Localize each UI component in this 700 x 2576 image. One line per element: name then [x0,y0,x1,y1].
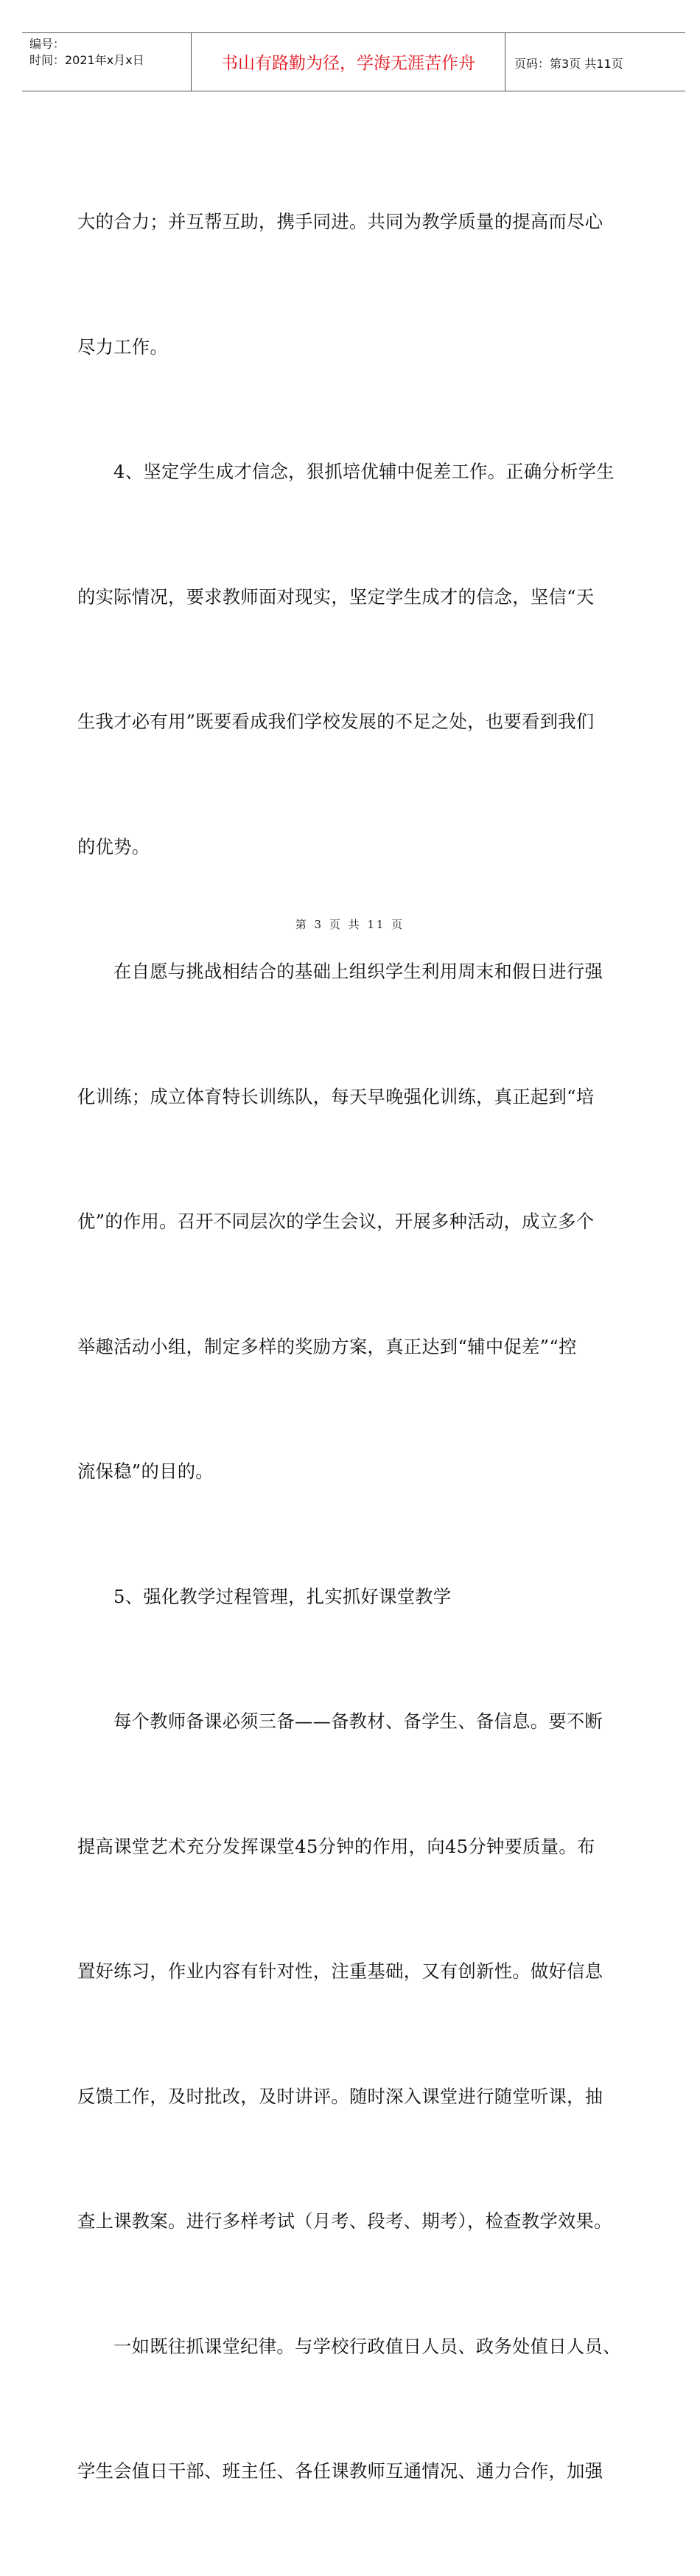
text-line: 的优势。 [77,835,150,857]
text-line: 尽力工作。 [77,335,168,358]
page-footer: 第 3 页 共 11 页 [295,918,405,931]
header-page-info: 页码：第3页 共11页 [514,57,623,71]
text-line: 生我才必有用”既要看成我们学校发展的不足之处，也要看到我们 [77,711,595,732]
document-body [77,118,637,2576]
text-line: 举趣活动小组，制定多样的奖励方案，真正达到“辅中促差”“控 [77,1335,577,1357]
number-label: 编号： [29,37,66,51]
text-line: 反馈工作，及时批改，及时讲评。随时深入课堂进行随堂听课，抽 [77,2085,603,2107]
document-header [22,32,685,91]
header-motto: 书山有路勤为径，学海无涯苦作舟 [221,54,475,73]
text-line: 4、坚定学生成才信念，狠抓培优辅中促差工作。正确分析学生 [113,461,615,482]
text-line: 优”的作用。召开不同层次的学生会议，开展多种活动，成立多个 [77,1211,595,1232]
text-line: 学生会值日干部、班主任、各任课教师互通情况、通力合作，加强 [77,2460,603,2482]
text-line: 提高课堂艺术充分发挥课堂45分钟的作用，向45分钟要质量。布 [77,1835,595,1857]
text-line: 置好练习，作业内容有针对性，注重基础，又有创新性。做好信息 [77,1960,603,1982]
text-line: 查上课教案。进行多样考试（月考、段考、期考），检查教学效果。 [77,2210,612,2232]
text-line: 大的合力；并互帮互助，携手同进。共同为教学质量的提高而尽心 [77,211,603,232]
text-line: 化训练；成立体育特长训练队，每天早晚强化训练，真正起到“培 [77,1085,595,1107]
text-line: 流保稳”的目的。 [77,1461,214,1482]
time-label: 时间：2021年x月x日 [29,53,144,67]
header-meta [29,36,197,69]
text-line: 在自愿与挑战相结合的基础上组织学生利用周末和假日进行强 [113,961,603,982]
text-line: 每个教师备课必须三备——备教材、备学生、备信息。要不断 [113,1710,603,1732]
body-text [77,118,637,2576]
text-line: 5、强化教学过程管理，扎实抓好课堂教学 [113,1585,452,1607]
text-line: 一如既往抓课堂纪律。与学校行政值日人员、政务处值日人员、 [113,2335,621,2357]
text-line: 的实际情况，要求教师面对现实，坚定学生成才的信念，坚信“天 [77,585,595,608]
